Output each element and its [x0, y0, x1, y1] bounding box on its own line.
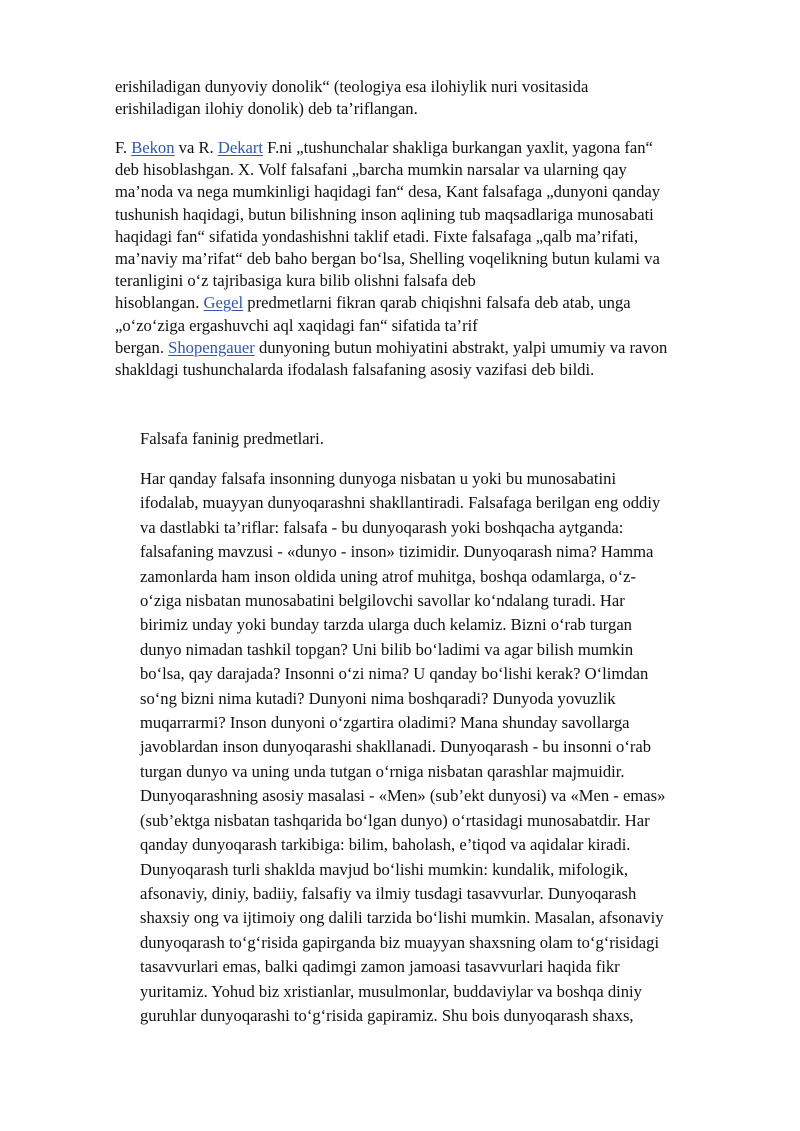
link-shopengauer[interactable]: Shopengauer: [168, 337, 255, 357]
text-line: Dunyoqarashning asosiy masalasi - «Men» (sub’ekt dunyosi) va «Men - emas»: [140, 786, 666, 806]
text-line: bergan. Shopengauer dunyoning butun mohiyatini abstrakt, yalpi umumiy va ravon: [115, 337, 668, 357]
paragraph-intro: [115, 76, 588, 120]
link-bekon[interactable]: Bekon: [131, 138, 175, 157]
text-line: falsafaning mavzusi - «dunyo - inson» tizimidir. Dunyoqarash nima? Hamma: [140, 542, 654, 562]
text-line: zamonlarda ham inson oldida uning atrof muhitga, boshqa odamlarga, o‘z-: [140, 566, 636, 586]
text-line: dunyo nimadan tashkil topgan? Uni bilib bo‘ladimi va agar bilish mumkin: [140, 639, 634, 659]
text-line: ma’noda va nega mumkinligi haqidagi fan“ desa, Kant falsafaga „dunyoni qanday: [115, 182, 661, 202]
text-line: muqarrarmi? Inson dunyoni o‘zgartira oladimi? Mana shunday savollarga: [140, 713, 630, 733]
text-line: hisoblangan. Gegel predmetlarni fikran qarab chiqishni falsafa deb atab, unga: [115, 293, 631, 313]
text-line: erishiladigan ilohiy donolik) deb ta’riflangan.: [115, 99, 418, 119]
text-line: guruhlar dunyoqarashi to‘g‘risida gapiramiz. Shu bois dunyoqarash shaxs,: [140, 1005, 634, 1025]
text-line: erishiladigan dunyoviy donolik“ (teologiya esa ilohiylik nuri vositasida: [115, 77, 589, 96]
text-line: afsonaviy, diniy, badiiy, falsafiy va ilmiy tusdagi tasavvurlar. Dunyoqarash: [140, 883, 637, 903]
text-line: yuritamiz. Yohud biz xristianlar, musulmonlar, buddaviylar va boshqa diniy: [140, 981, 642, 1001]
text-line: shaxsiy ong va ijtimoiy ong dalili tarzida bo‘lishi mumkin. Masalan, afsonaviy: [140, 908, 664, 928]
text-line: deb hisoblashgan. X. Volf falsafani „barcha mumkin narsalar va ularning qay: [115, 160, 627, 180]
text-line: ma’naviy ma’rifat“ deb baho bergan bo‘lsa, Shelling voqelikning butun kulami va: [115, 249, 660, 269]
text-line: teranligini o‘z tajribasiga kura bilib olishni falsafa deb: [115, 271, 476, 291]
text-line: Har qanday falsafa insonning dunyoga nisbatan u yoki bu munosabatini: [140, 469, 617, 488]
text-line: tushunish haqidagi, butun bilishning inson aqlining tub maqsadlariga munosabati: [115, 204, 654, 224]
text-line: va dastlabki ta’riflar: falsafa - bu dunyoqarash yoki boshqacha aytganda:: [140, 517, 624, 537]
text-line: qanday dunyoqarash tarkibiga: bilim, baholash, e’tiqod va aqidalar kiradi.: [140, 835, 631, 855]
section-heading: Falsafa faninig predmetlari.: [140, 429, 324, 448]
paragraph-worldview: [140, 467, 665, 1028]
text-line: ifodalab, muayyan dunyoqarashni shakllantiradi. Falsafaga berilgan eng oddiy: [140, 493, 661, 513]
paragraph-definitions: [115, 137, 667, 381]
text-line: o‘ziga nisbatan munosabatini belgilovchi savollar ko‘ndalang turadi. Har: [140, 591, 625, 611]
text-line: „o‘zo‘ziga ergashuvchi aql xaqidagi fan“ sifatida ta’rif: [115, 315, 478, 335]
text-line: shakldagi tushunchalarda ifodalash falsafaning asosiy vazifasi deb bildi.: [115, 360, 595, 380]
text-line: birimiz unday yoki bunday tarzda ularga duch kelamiz. Bizni o‘rab turgan: [140, 615, 632, 635]
text-line: (sub’ektga nisbatan tashqarida bo‘lgan dunyo) o‘rtasidagi munosabatdir. Har: [140, 810, 650, 830]
text-line: F. Bekon va R. Dekart F.ni „tushunchalar shakliga burkangan yaxlit, yagona fan“: [115, 138, 653, 157]
text-line: Dunyoqarash turli shaklda mavjud bo‘lishi mumkin: kundalik, mifologik,: [140, 859, 629, 879]
text-line: bo‘lsa, qay darajada? Insonni o‘zi nima? U qanday bo‘lishi kerak? O‘limdan: [140, 664, 649, 684]
text-line: tasavvurlari emas, balki qadimgi zamon jamoasi tasavvurlari haqida fikr: [140, 957, 620, 977]
text-line: turgan dunyo va uning unda tutgan o‘rniga nisbatan qarashlar majmuidir.: [140, 761, 625, 781]
text-line: dunyoqarash to‘g‘risida gapirganda biz muayyan shaxsning olam to‘g‘risidagi: [140, 932, 660, 952]
text-line: javoblardan inson dunyoqarashi shakllanadi. Dunyoqarash - bu insonni o‘rab: [140, 737, 652, 757]
text-line: haqidagi fan“ sifatida yondashishni taklif etadi. Fixte falsafaga „qalb ma’rifati,: [115, 226, 638, 246]
text-line: so‘ng bizni nima kutadi? Dunyoni nima boshqaradi? Dunyoda yovuzlik: [140, 688, 616, 708]
link-dekart[interactable]: Dekart: [217, 138, 264, 157]
link-gegel[interactable]: Gegel: [203, 293, 244, 313]
